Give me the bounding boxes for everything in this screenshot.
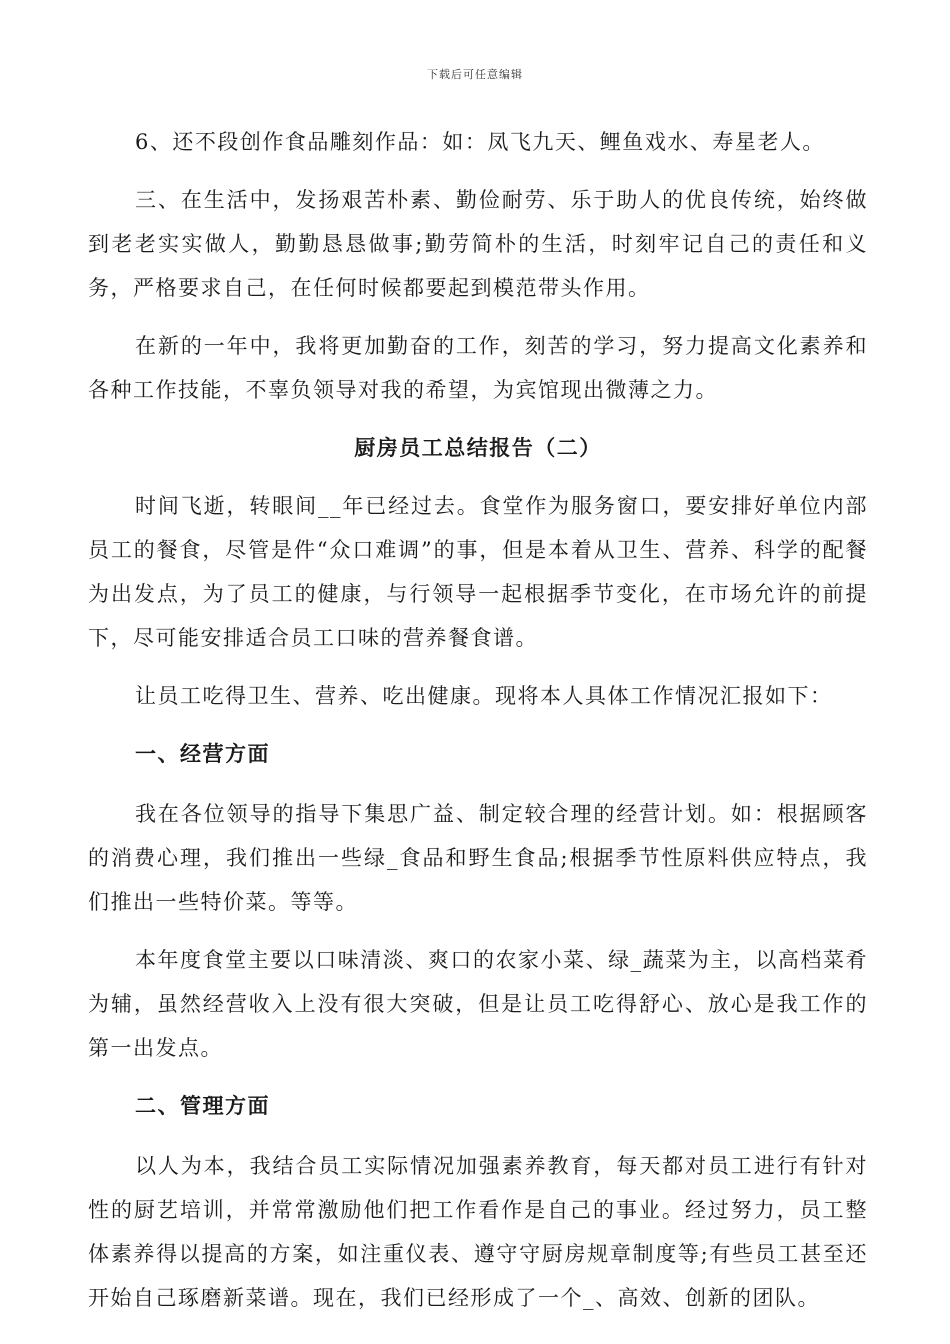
document-body [88,120,868,1334]
report-title: 厨房员工总结报告（二） [354,435,602,460]
paragraph-intro: 时间飞逝，转眼间__年已经过去。食堂作为服务窗口，要安排好单位内部员工的餐食，尽管是件“众口难调”的事，但是本着从卫生、营养、科学的配餐为出发点，为了员工的健康，与行领导一起根据季节变化，在市场允许的前提下，尽可能安排适合员工口味的营养餐食谱。 [88,494,868,650]
paragraph-operations-menu: 本年度食堂主要以口味清淡、爽口的农家小菜、绿_蔬菜为主，以高档菜肴为辅，虽然经营收入上没有很大突破，但是让员工吃得舒心、放心是我工作的第一出发点。 [88,948,868,1060]
section-heading-operations: 一、经营方面 [135,741,270,766]
paragraph-item-6: 6、还不段创作食品雕刻作品：如：凤飞九天、鲤鱼戏水、寿星老人。 [135,130,825,154]
page-header: 下载后可任意编辑 [427,68,523,81]
paragraph-operations-plan: 我在各位领导的指导下集思广益、制定较合理的经营计划。如：根据顾客的消费心理，我们推出一些绿_食品和野生食品;根据季节性原料供应特点，我们推出一些特价菜。等等。 [88,802,868,914]
paragraph-summary-lead: 让员工吃得卫生、营养、吃出健康。现将本人具体工作情况汇报如下： [135,684,833,708]
section-heading-management: 二、管理方面 [135,1093,270,1118]
paragraph-management: 以人为本，我结合员工实际情况加强素养教育，每天都对员工进行有针对性的厨艺培训，并常常激励他们把工作看作是自己的事业。经过努力，员工整体素养得以提高的方案，如注重仪表、遵守守厨房规章制度等;有些员工甚至还开始自己琢磨新菜谱。现在，我们已经形成了一个_、高效、创新的团队。 [88,1154,868,1310]
paragraph-new-year: 在新的一年中，我将更加勤奋的工作，刻苦的学习，努力提高文化素养和各种工作技能，不辜负领导对我的希望，为宾馆现出微薄之力。 [88,334,868,402]
paragraph-life-section: 三、在生活中，发扬艰苦朴素、勤俭耐劳、乐于助人的优良传统，始终做到老老实实做人，勤勤恳恳做事;勤劳简朴的生活，时刻牢记自己的责任和义务，严格要求自己，在任何时候都要起到模范带头作用。 [88,188,868,300]
